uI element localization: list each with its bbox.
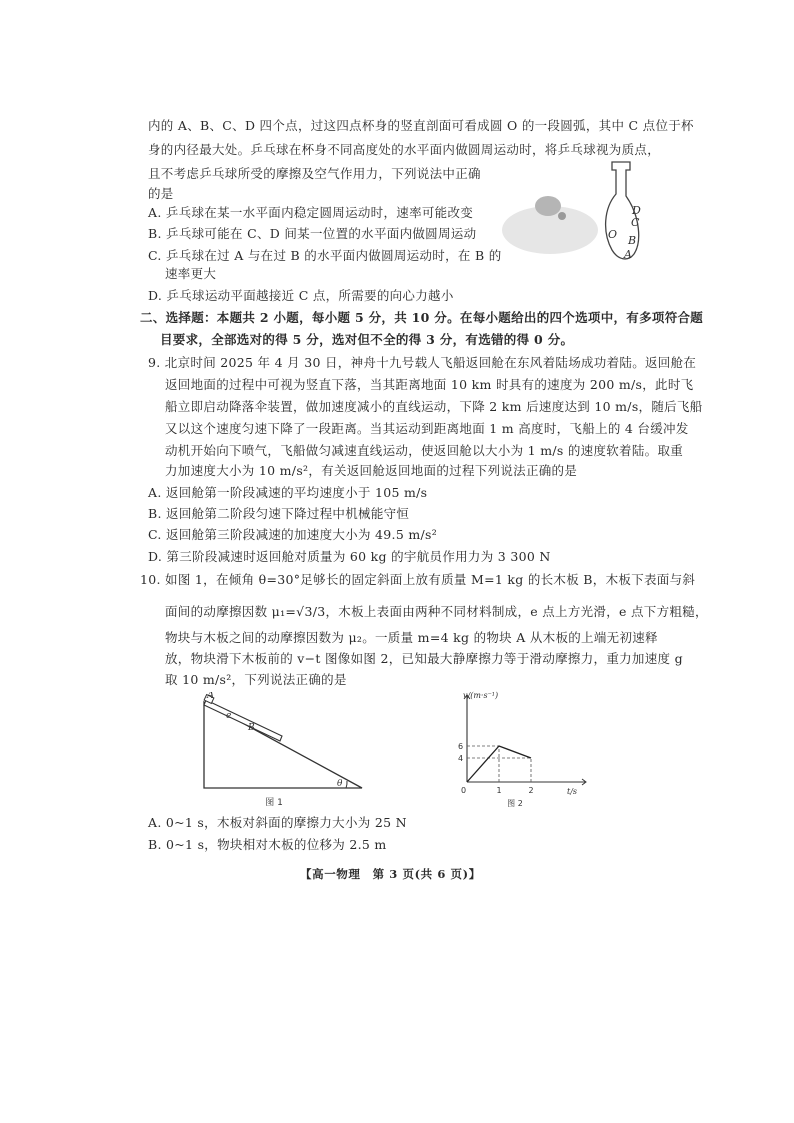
y-axis-label: v/(m·s⁻¹) xyxy=(463,691,499,700)
label-a: A xyxy=(207,692,215,701)
board-b xyxy=(204,700,282,741)
q8-stem-line-1: 内的 A、B、C、D 四个点，过这四点杯身的竖直剖面可看成圆 O 的一段圆弧，其中 C 点位于杯 xyxy=(148,118,694,133)
q8-stem-line-3: 且不考虑乒乓球所受的摩擦及空气作用力，下列说法中正确 xyxy=(148,166,481,181)
y-tick-6: 6 xyxy=(458,742,464,751)
origin-label: 0 xyxy=(461,786,467,795)
q9-stem-line-3: 船立即启动降落伞装置，做加速度减小的直线运动，下降 2 km 后速度达到 10 m/s，随后飞船 xyxy=(165,399,703,414)
label-d: D xyxy=(632,204,641,217)
angle-arc xyxy=(346,781,347,788)
q8-option-c: C. 乒乓球在过 A 与在过 B 的水平面内做圆周运动时，在 B 的 xyxy=(148,248,502,263)
figure-1-caption: 图 1 xyxy=(265,798,283,808)
q9-option-a: A. 返回舱第一阶段减速的平均速度小于 105 m/s xyxy=(148,485,428,500)
section-2-heading-line-2: 目要求，全部选对的得 5 分，选对但不全的得 3 分，有选错的得 0 分。 xyxy=(160,332,574,347)
q9-stem-line-1: 9. 北京时间 2025 年 4 月 30 日，神舟十九号载人飞船返回舱在东风着陆场成功着陆。返回舱在 xyxy=(148,355,697,370)
q9-option-c: C. 返回舱第三阶段减速的加速度大小为 49.5 m/s² xyxy=(148,527,438,542)
q9-option-d: D. 第三阶段减速时返回舱对质量为 60 kg 的宇航员作用力为 3 300 N xyxy=(148,549,551,564)
x-tick-2: 2 xyxy=(528,786,534,795)
page-footer: 【高一物理 第 3 页(共 6 页)】 xyxy=(300,867,481,881)
figure-2-vt-graph xyxy=(445,688,595,812)
q8-option-c-cont: 速率更大 xyxy=(165,266,217,281)
figure-1-incline xyxy=(196,692,372,810)
x-tick-1: 1 xyxy=(496,786,502,795)
label-c: C xyxy=(631,216,640,229)
q8-option-b: B. 乒乓球可能在 C、D 间某一位置的水平面内做圆周运动 xyxy=(148,226,477,241)
section-2-heading-line-1: 二、选择题：本题共 2 小题，每小题 5 分，共 10 分。在每小题给出的四个选项中，有多项符合题 xyxy=(140,310,704,325)
q9-stem-line-2: 返回地面的过程中可视为竖直下落，当其距离地面 10 km 时具有的速度为 200 m/s，此时飞 xyxy=(165,377,694,392)
q10-stem-line-1: 10. 如图 1，在倾角 θ=30°足够长的固定斜面上放有质量 M=1 kg 的长木板 B，木板下表面与斜 xyxy=(140,572,696,587)
q8-option-d: D. 乒乓球运动平面越接近 C 点，所需要的向心力越小 xyxy=(148,288,454,303)
q10-stem-line-5: 取 10 m/s²，下列说法正确的是 xyxy=(165,672,347,687)
x-axis-label: t/s xyxy=(567,787,578,796)
q10-stem-line-2: 面间的动摩擦因数 μ₁=√3/3，木板上表面由两种不同材料制成，e 点上方光滑，e 点下方粗糙， xyxy=(165,604,708,619)
q10-stem-line-3: 物块与木板之间的动摩擦因数为 μ₂。一质量 m=4 kg 的物块 A 从木板的上端无初速释 xyxy=(165,630,658,645)
q8-stem-line-4: 的是 xyxy=(148,186,174,201)
q8-stem-line-2: 身的内径最大处。乒乓球在杯身不同高度处的水平面内做圆周运动时，将乒乓球视为质点， xyxy=(148,142,661,157)
ping-pong-ball-icon xyxy=(558,212,566,220)
q9-option-b: B. 返回舱第二阶段匀速下降过程中机械能守恒 xyxy=(148,506,410,521)
q9-stem-line-4: 又以这个速度匀速下降了一段距离。当其运动到距离地面 1 m 高度时，飞船上的 4 台缓冲发 xyxy=(165,421,689,436)
q10-option-a: A. 0~1 s，木板对斜面的摩擦力大小为 25 N xyxy=(148,815,407,830)
label-b: B xyxy=(248,723,255,733)
q10-option-b: B. 0~1 s，物块相对木板的位移为 2.5 m xyxy=(148,837,387,852)
label-b: B xyxy=(628,234,637,247)
y-tick-4: 4 xyxy=(458,754,464,763)
label-o: O xyxy=(608,228,618,241)
q10-stem-line-4: 放，物块滑下木板前的 v−t 图像如图 2，已知最大静摩擦力等于滑动摩擦力，重力加速度 g xyxy=(165,651,683,666)
label-e: e xyxy=(226,711,232,721)
label-theta: θ xyxy=(337,779,343,789)
hand-icon xyxy=(535,196,561,216)
q9-stem-line-5: 动机开始向下喷气，飞船做匀减速直线运动，使返回舱以大小为 1 m/s 的速度软着陆。取重 xyxy=(165,443,684,458)
q8-option-a: A. 乒乓球在某一水平面内稳定圆周运动时，速率可能改变 xyxy=(148,205,474,220)
label-a: A xyxy=(624,248,632,261)
figure-2-caption: 图 2 xyxy=(507,799,523,808)
q9-stem-line-6: 力加速度大小为 10 m/s²，有关返回舱返回地面的过程下列说法正确的是 xyxy=(165,463,578,478)
glass-figure xyxy=(500,158,660,266)
